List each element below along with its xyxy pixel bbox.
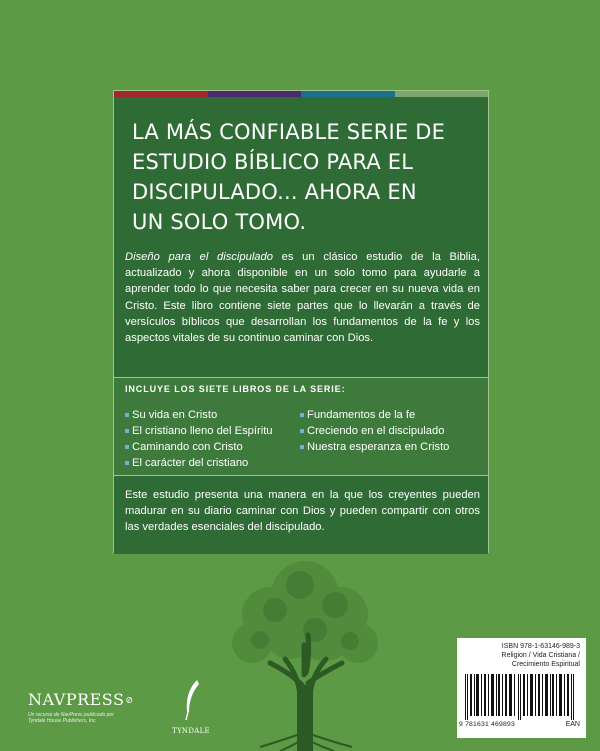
- headline-line: UN SOLO TOMO.: [132, 210, 307, 234]
- bullet-icon: [300, 445, 304, 449]
- includes-title: INCLUYE LOS SIETE LIBROS DE LA SERIE:: [125, 384, 346, 394]
- bullet-icon: [125, 429, 129, 433]
- description-title: Diseño para el discipulado: [125, 251, 273, 263]
- tyndale-wordmark: TYNDALE: [172, 727, 210, 735]
- book-title: Caminando con Cristo: [132, 441, 243, 453]
- book-title: Nuestra esperanza en Cristo: [307, 441, 450, 453]
- navpress-name: NAVPRESS: [28, 690, 125, 709]
- bullet-icon: [300, 413, 304, 417]
- tree-illustration: [230, 555, 380, 751]
- closing-section: [114, 475, 488, 554]
- isbn-info: [463, 642, 580, 669]
- tyndale-logo: [170, 678, 212, 738]
- barcode: [463, 674, 580, 720]
- book-title: El cristiano lleno del Espíritu: [132, 425, 273, 437]
- book-list-left: [125, 407, 305, 471]
- navpress-tagline: [28, 712, 133, 724]
- list-item: [125, 423, 305, 439]
- ean-label: EAN: [565, 721, 580, 728]
- headline-line: ESTUDIO BÍBLICO PARA EL: [132, 150, 414, 174]
- intro-section: [114, 97, 488, 377]
- content-panel: [113, 90, 489, 553]
- bullet-icon: [125, 413, 129, 417]
- list-item: [125, 407, 305, 423]
- navpress-logo: [28, 690, 133, 730]
- isbn-category-2: Crecimiento Espiritual: [511, 661, 580, 668]
- bullet-icon: [300, 429, 304, 433]
- book-title: Fundamentos de la fe: [307, 409, 416, 421]
- isbn-category-1: Religion / Vida Cristiana /: [501, 652, 580, 659]
- navpress-tagline-1: Un recurso de NavPress publicado por: [28, 712, 114, 718]
- bullet-icon: [125, 445, 129, 449]
- barcode-number: 9 781631 469893: [459, 721, 515, 728]
- book-title: El carácter del cristiano: [132, 457, 249, 469]
- book-list-right: [300, 407, 485, 455]
- navpress-wordmark: [28, 690, 133, 709]
- quill-icon: [179, 678, 203, 722]
- description-body: es un clásico estudio de la Biblia, actualizado y ahora disponible en un solo tomo para ayudarle a aprender todo lo que necesita saber para crecer en su nueva vida en Cristo. Este libro contiene siete partes que lo llevarán a través de versículos bíblicos que desarrollan los fundamentos de la fe y los aspectos vitales de su continuo caminar con Dios.: [125, 251, 480, 345]
- book-title: Creciendo en el discipulado: [307, 425, 445, 437]
- headline: [132, 117, 477, 237]
- bullet-icon: [125, 461, 129, 465]
- description: [125, 249, 480, 346]
- list-item: [300, 407, 485, 423]
- isbn-number: ISBN 978-1-63146-989-3: [501, 643, 580, 650]
- closing-text: Este estudio presenta una manera en la que los creyentes pueden madurar en su diario caminar con Dios y pueden compartir con otros las verdades esenciales del discipulado.: [125, 489, 480, 534]
- navpress-tagline-2: Tyndale House Publishers, Inc.: [28, 718, 97, 724]
- book-title: Su vida en Cristo: [132, 409, 218, 421]
- list-item: [300, 423, 485, 439]
- navpress-mark-icon: [126, 693, 133, 707]
- headline-line: DISCIPULADO... AHORA EN: [132, 180, 417, 204]
- list-item: [125, 455, 305, 471]
- list-item: [125, 439, 305, 455]
- headline-line: LA MÁS CONFIABLE SERIE DE: [132, 120, 446, 144]
- includes-section: [114, 377, 488, 475]
- isbn-barcode-box: [457, 638, 586, 738]
- list-item: [300, 439, 485, 455]
